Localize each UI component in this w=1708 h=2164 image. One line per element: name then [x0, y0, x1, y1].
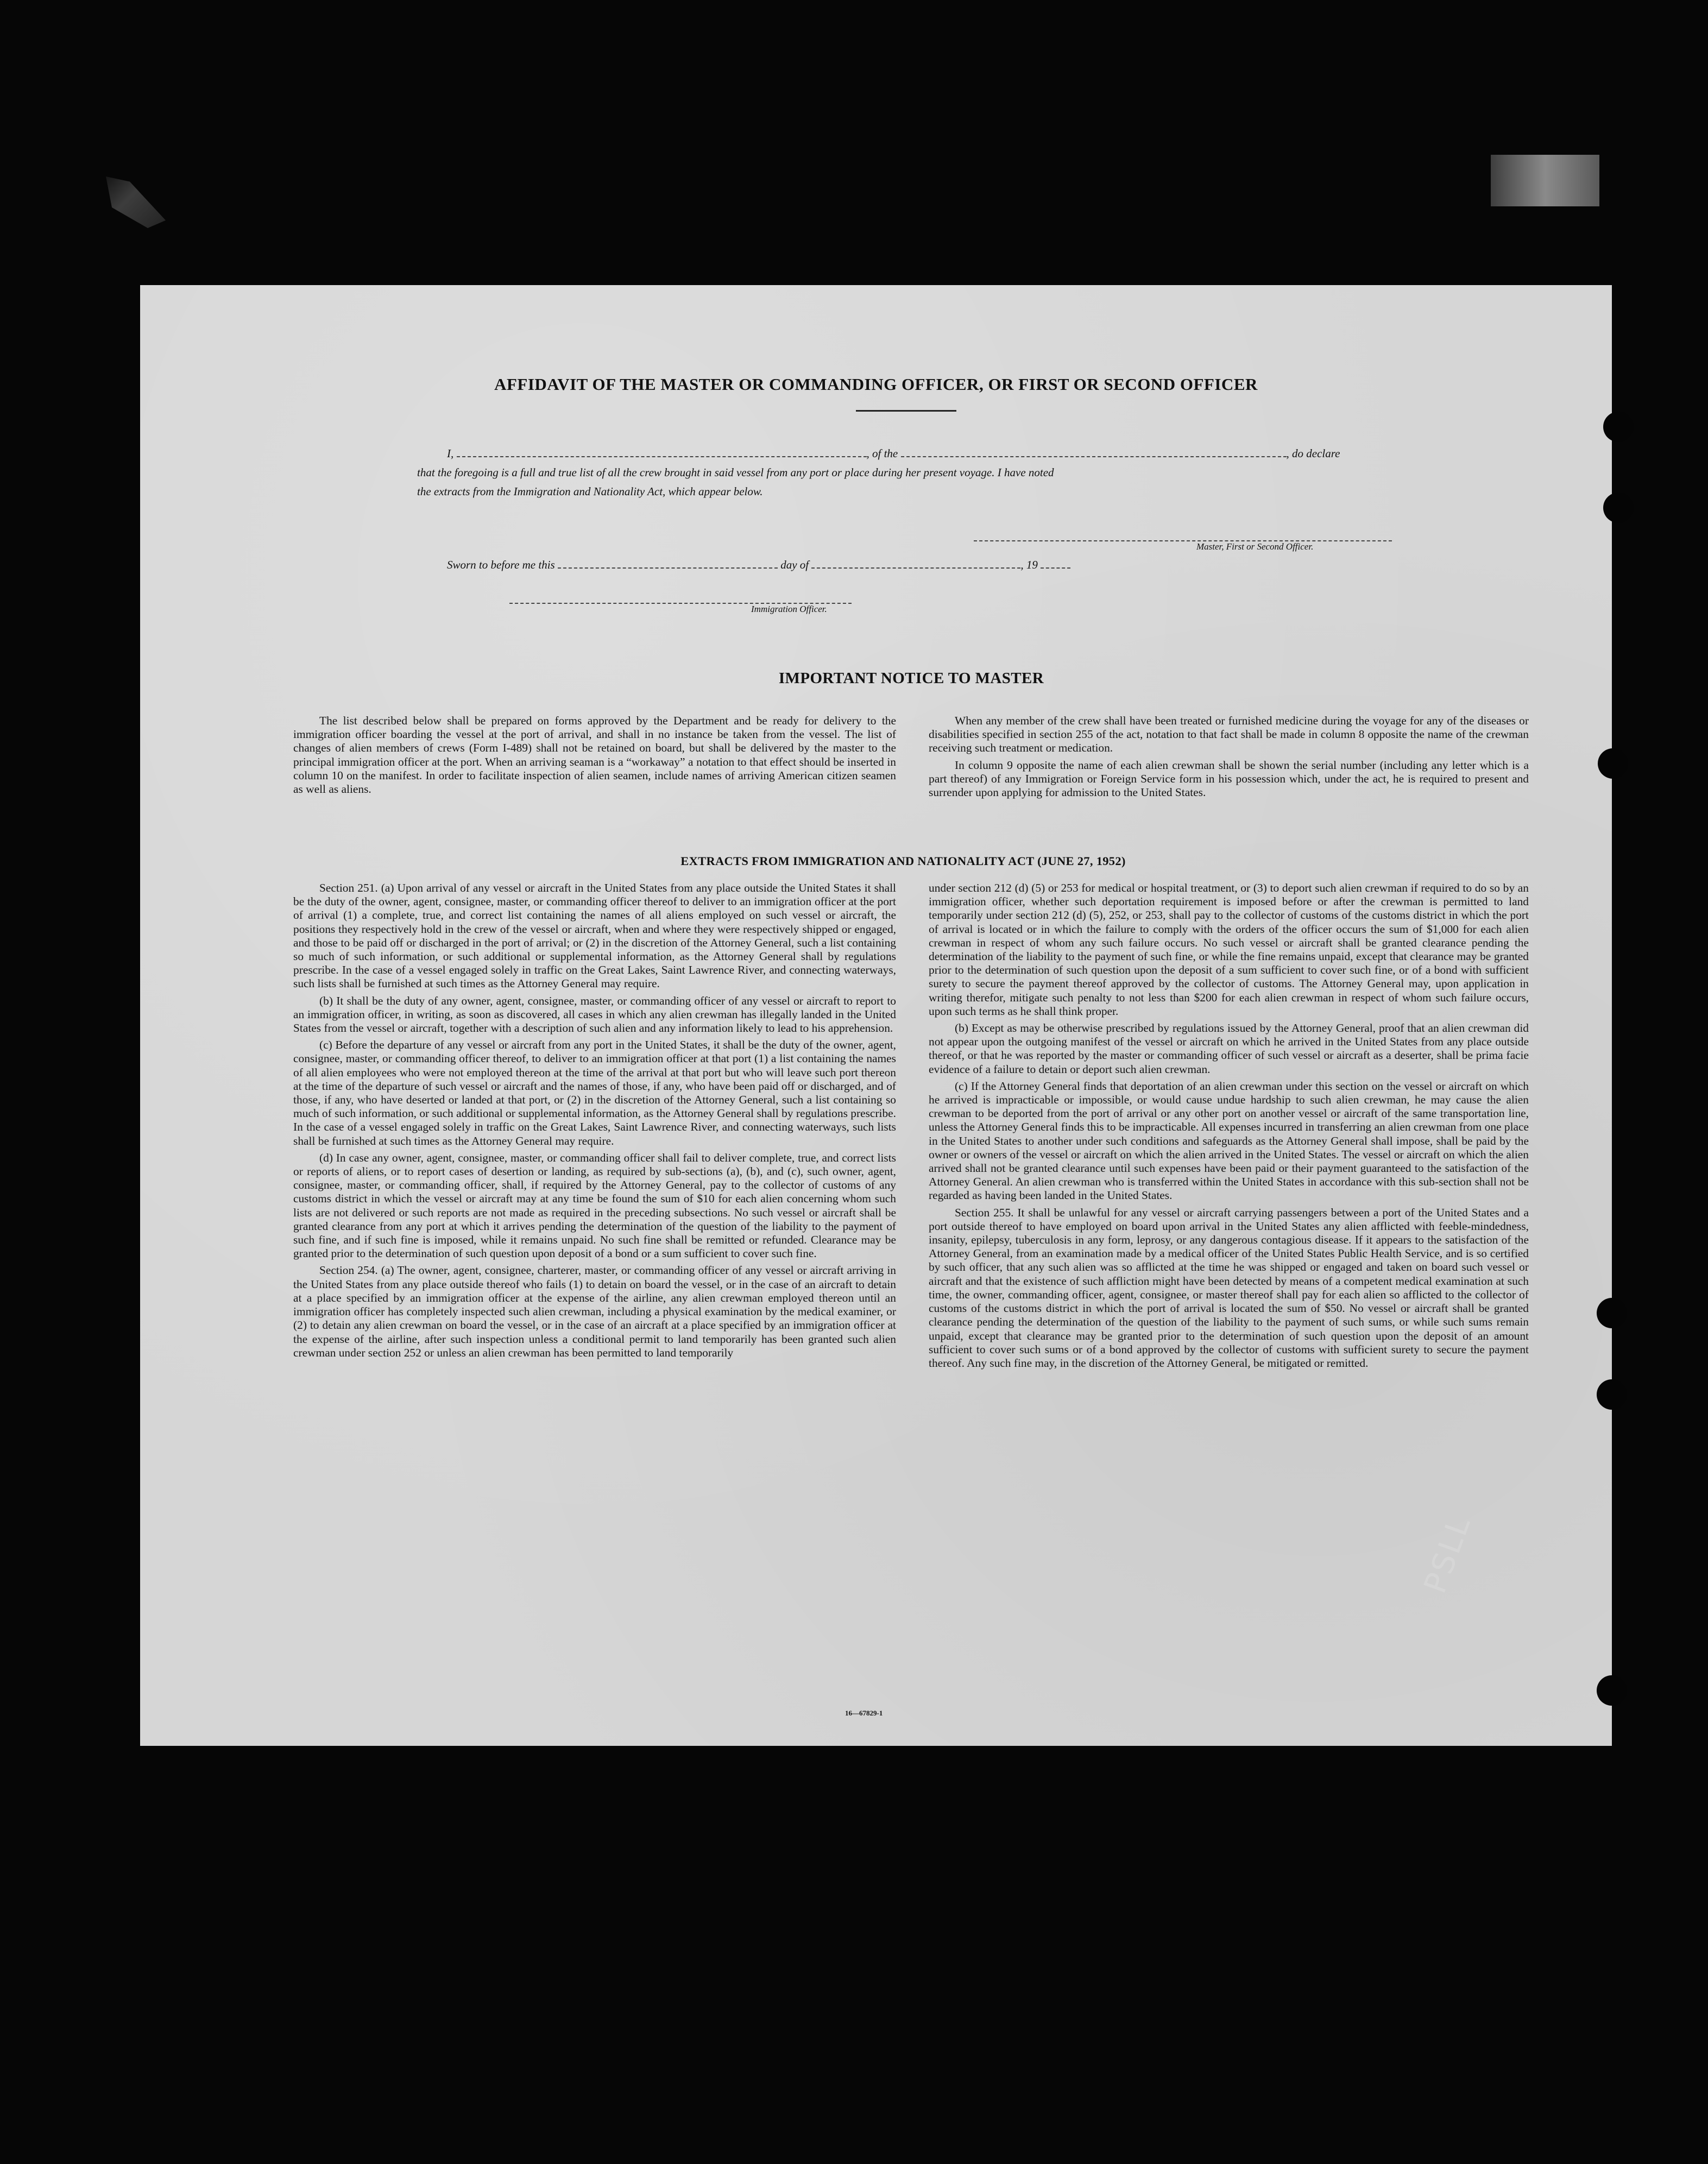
statute-paragraph: under section 212 (d) (5) or 253 for medical or hospital treatment, or (3) to deport such alien crewman if required to do so by an immigration officer, whether such deportation requirement is imposed before or after the crewman is permitted to land temporarily under section 212 (d) (5), 252, or 253, shall pay to the collector of customs of the customs district in which the port of arrival is located or in which the failure to comply with the orders of the officer occurs the sum of $1,000 for each alien crewman in respect of whom any such failure occurs. No such vessel or aircraft shall be granted clearance pending the determination of the liability to the payment of such fine, or while the fine remains unpaid, except that clearance may be granted prior to the determination of such question upon the deposit of a sum sufficient to cover such fine, or of a bond with sufficient surety to secure the payment thereof approved by the collector of customs. The Attorney General may, upon application in writing therefor, mitigate such penalty to not less than $200 for each alien crewman in respect of whom such failure occurs, upon such terms as he shall think proper.: [929, 881, 1529, 1018]
officer-signature-field[interactable]: [509, 593, 852, 604]
officer-caption: Immigration Officer.: [751, 604, 827, 614]
notice-paragraph: The list described below shall be prepared on forms approved by the Department and be ready for delivery to the immigration officer boarding the vessel at the port of arrival, and shall in no instance be taken from the vessel. The list of changes of alien members of crews (Form I-489) shall not be retained on board, but shall be delivered by the master to the principal immigration officer at the port. When an arriving seaman is a “workaway” a notation to that effect should be inserted in column 10 on the manifest. In order to facilitate inspection of alien seamen, include names of arriving American citizen seamen as well as aliens.: [293, 714, 896, 796]
statute-paragraph: Section 251. (a) Upon arrival of any vessel or aircraft in the United States from any place outside the United States it shall be the duty of the owner, agent, consignee, master, or commanding officer thereof to deliver to an immigration officer at the port of arrival (1) a complete, true, and correct list containing the names of all aliens employed on such vessel or aircraft, the positions they respectively hold in the crew of the vessel or aircraft, when and where they were respectively shipped or engaged, and those to be paid off or discharged in the port of arrival; or (2) in the discretion of the Attorney General, such a list containing so much of such information, or such additional or supplemental information, as the Attorney General shall by regulations prescribe. In the case of a vessel engaged solely in traffic on the Great Lakes, Saint Lawrence River, and connecting waterways, such lists shall be furnished at such times as the Attorney General may require.: [293, 881, 896, 990]
affidavit-title: AFFIDAVIT OF THE MASTER OR COMMANDING OFFICER, OR FIRST OR SECOND OFFICER: [494, 375, 1258, 394]
statute-paragraph: Section 254. (a) The owner, agent, consignee, charterer, master, or commanding officer of any vessel or aircraft arriving in the United States from any place outside thereof who fails (1) to detain on board the vessel, or in the case of an aircraft to detain at a place specified by an immigration officer at the expense of the airline, any alien crewman employed thereon until an immigration officer has completely inspected such alien crewman, including a physical examination by the medical examiner, or (2) to detain any alien crewman on board the vessel, or in the case of an aircraft at a place specified by an immigration officer at the expense of the airline, after such inspection unless a conditional permit to land temporarily has been granted such alien crewman under section 252 or unless an alien crewman has been permitted to land temporarily: [293, 1264, 896, 1359]
scan-edge-artifact: [106, 176, 166, 228]
extracts-left-column: [293, 881, 896, 1363]
master-caption: Master, First or Second Officer.: [1196, 541, 1314, 552]
sworn-month-field[interactable]: [811, 558, 1020, 569]
affidavit-line-3: the extracts from the Immigration and Nationality Act, which appear below.: [417, 485, 763, 498]
statute-paragraph: (b) It shall be the duty of any owner, agent, consignee, master, or commanding officer of any vessel or aircraft to report to an immigration officer, in writing, as soon as discovered, all cases in which any alien crewman has illegally landed in the United States from the vessel or aircraft, together with a description of such alien and any information likely to lead to his apprehension.: [293, 994, 896, 1035]
extracts-right-column: [929, 881, 1529, 1373]
statute-paragraph: (c) If the Attorney General finds that deportation of an alien crewman under this section on the vessel or aircraft on which he arrived is impracticable or impossible, or would cause undue hardship to such alien crewman, he may cause the alien crewman to be deported from the port of arrival or any other port on another vessel or aircraft of the same transportation line, unless the Attorney General finds this to be impracticable. All expenses incurred in transferring an alien crewman from one place in the United States to another under such conditions and safeguards as the Attorney General shall impose, shall be paid by the owner or owners of the vessel or aircraft on which the alien arrived in the United States. The vessel or aircraft on which the alien arrived shall not be granted clearance until such expenses have been paid or their payment guaranteed to the satisfaction of the Attorney General. An alien crewman who is transferred within the United States in accordance with this sub-section shall not be regarded as having been landed in the United States.: [929, 1079, 1529, 1202]
notice-paragraph: When any member of the crew shall have been treated or furnished medicine during the voyage for any of the diseases or disabilities specified in section 255 of the act, notation to that fact shall be made in column 8 opposite the name of the crewman receiving such treatment or medication.: [929, 714, 1529, 755]
sworn-line: [447, 554, 1070, 576]
notice-right-column: [929, 714, 1529, 803]
handwritten-note: PSLL: [1417, 1510, 1478, 1598]
affidavit-i-label: I,: [447, 447, 454, 460]
title-divider: [856, 410, 956, 412]
vessel-field[interactable]: [901, 446, 1287, 457]
statute-paragraph: (c) Before the departure of any vessel or aircraft from any port in the United States, it shall be the duty of the owner, agent, consignee, master, or commanding officer thereof, to deliver to an immigration officer at that port (1) a list containing the names of all alien employees who were not employed thereon at the time of the arrival at that port but who will leave such port thereon at the time of the departure of such vessel or aircraft and the names of those, if any, who have been paid off or discharged, and of those, if any, who have deserted or landed at that port, or (2) in the discretion of the Attorney General, such a list containing so much of such information, or such additional or supplemental information, as the Attorney General shall by regulations prescribe. In the case of a vessel engaged solely in traffic on the Great Lakes, Saint Lawrence River, and connecting waterways, such lists shall be furnished at such times as the Attorney General may require.: [293, 1038, 896, 1147]
scan-edge-artifact: [1491, 155, 1599, 206]
day-of-label: day of: [780, 558, 809, 571]
sworn-day-field[interactable]: [558, 558, 778, 569]
of-the-label: , of the: [866, 447, 898, 460]
notice-paragraph: In column 9 opposite the name of each alien crewman shall be shown the serial number (including any letter which is a part thereof) of any Immigration or Foreign Service form in his possession which, under the act, he is required to present and surrender upon applying for admission to the United States.: [929, 758, 1529, 799]
punch-hole: [1597, 1298, 1627, 1328]
do-declare-label: , do declare: [1286, 447, 1340, 460]
punch-hole: [1597, 1675, 1627, 1706]
sworn-year-field[interactable]: [1041, 558, 1070, 569]
sworn-label: Sworn to before me this: [447, 558, 555, 571]
notice-left-column: [293, 714, 896, 799]
punch-hole: [1598, 748, 1628, 779]
name-field[interactable]: [457, 446, 867, 457]
affidavit-line-2: that the foregoing is a full and true list of all the crew brought in said vessel from any port or place during her present voyage. I have noted: [417, 466, 1054, 479]
punch-hole: [1603, 412, 1634, 442]
punch-hole: [1603, 493, 1634, 523]
statute-paragraph: (b) Except as may be otherwise prescribed by regulations issued by the Attorney General, proof that an alien crewman did not appear upon the outgoing manifest of the vessel or aircraft on which he arrived in the United States from any place outside thereof, or that he was reported by the master or commanding officer of such vessel or aircraft as a deserter, shall be prima facie evidence of a failure to detain or deport such alien crewman.: [929, 1021, 1529, 1076]
affidavit-line-1: [447, 443, 1340, 464]
form-number: 16—67829-1: [845, 1709, 883, 1717]
document-page: [140, 285, 1612, 1746]
master-signature-field[interactable]: [974, 531, 1392, 541]
statute-paragraph: Section 255. It shall be unlawful for any vessel or aircraft carrying passengers between a port of the United States and a port outside thereof to have employed on board upon arrival in the United States any alien afflicted with feeble-mindedness, insanity, epilepsy, tuberculosis in any form, leprosy, or any dangerous contagious disease. If it appears to the satisfaction of the Attorney General, from an examination made by a medical officer of the United States Public Health Service, and is so certified by such officer, that any such alien was so afflicted at the time he was shipped or engaged and taken on board such vessel or aircraft and that the existence of such affliction might have been detected by means of a competent medical examination at such time, the owner, commanding officer, agent, consignee, or master thereof shall pay for each alien so afflicted to the collector of customs of the customs district in which the port of arrival is located the sum of $50. No vessel or aircraft shall be granted clearance pending the determination of the question of the liability to the payment of such sums, or while such sums remain unpaid, except that clearance may be granted prior to the determination of such question upon the deposit of an amount sufficient to cover such sums or of a bond approved by the collector of customs with sufficient surety to secure the payment thereof. Any such fine may, in the discretion of the Attorney General, be mitigated or remitted.: [929, 1206, 1529, 1370]
extracts-title: EXTRACTS FROM IMMIGRATION AND NATIONALITY ACT (JUNE 27, 1952): [680, 854, 1126, 868]
year-label: , 19: [1020, 558, 1038, 571]
notice-title: IMPORTANT NOTICE TO MASTER: [778, 670, 1044, 687]
statute-paragraph: (d) In case any owner, agent, consignee, master, or commanding officer shall fail to deliver complete, true, and correct lists or reports of aliens, or to report cases of desertion or landing, as required by sub-sections (a), (b), and (c), such owner, agent, consignee, master, or commanding officer, shall, if required by the Attorney General, pay to the collector of customs of any customs district in which the vessel or aircraft may at any time be found the sum of $10 for each alien concerning whom such lists are not delivered or such reports are not made as required in the preceding subsections. No such vessel or aircraft shall be granted clearance from any port at which it arrives pending the determination of the question of the liability to the payment of such fine, and if such fine is imposed, while it remains unpaid. No such fine shall be remitted or refunded. Clearance may be granted prior to the determination of such question upon deposit of a bond or a sum sufficient to cover such fine.: [293, 1151, 896, 1260]
punch-hole: [1597, 1379, 1627, 1410]
